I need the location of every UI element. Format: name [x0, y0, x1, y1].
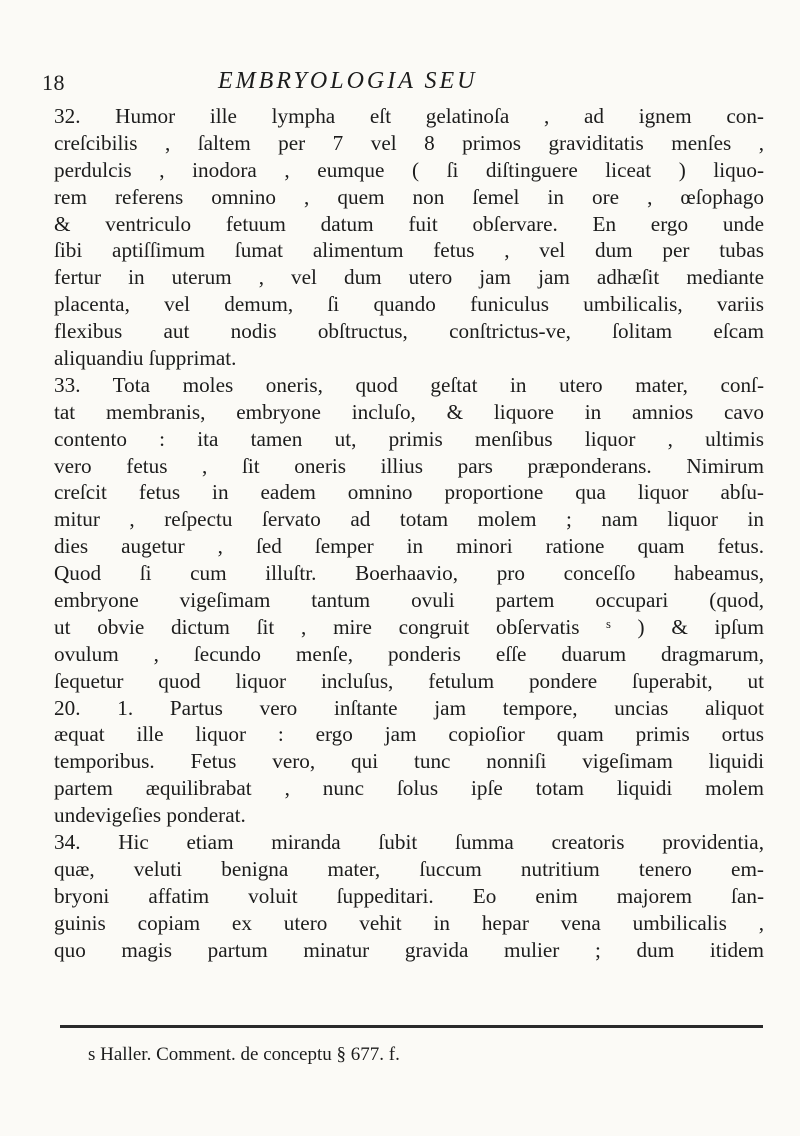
text-line: fertur in uterum , vel dum utero jam jam adhæſit mediante: [54, 265, 764, 290]
text-line: partem æquilibrabat , nunc ſolus ipſe totam liquidi molem: [54, 776, 764, 801]
text-line: perdulcis , inodora , eumque ( ſi diſtinguere liceat ) liquo-: [54, 157, 764, 182]
text-line: æquat ille liquor : ergo jam copioſior quam primis ortus: [54, 722, 764, 747]
text-line: creſcibilis , ſaltem per 7 vel 8 primos graviditatis menſes ,: [54, 130, 764, 155]
text-line: undevigeſies ponderat.: [54, 803, 246, 828]
text-line: temporibus. Fetus vero, qui tunc nonniſi vigeſimam liquidi: [54, 749, 764, 774]
text-line: vero fetus , ſit oneris illius pars præponderans. Nimirum: [54, 453, 764, 478]
text-line: bryoni affatim voluit ſuppeditari. Eo enim majorem ſan-: [54, 883, 764, 908]
page-header: [40, 66, 760, 98]
text-line: dies augetur , ſed ſemper in minori ratione quam fetus.: [54, 534, 764, 559]
text-line: placenta, vel demum, ſi quando funiculus umbilicalis, variis: [54, 292, 764, 317]
text-line: ut obvie dictum ſit , mire congruit obſervatis ˢ ) & ipſum: [54, 614, 764, 639]
running-head: EMBRYOLOGIA SEU: [218, 68, 478, 94]
footnote-rule: [60, 1025, 763, 1028]
text-line: tat membranis, embryone incluſo, & liquore in amnios cavo: [54, 399, 764, 424]
text-line: flexibus aut nodis obſtructus, conſtrictus-ve, ſolitam eſcam: [54, 319, 764, 344]
text-line: mitur , reſpectu ſervato ad totam molem ; nam liquor in: [54, 507, 764, 532]
text-line: contento : ita tamen ut, primis menſibus liquor , ultimis: [54, 426, 764, 451]
text-line: Quod ſi cum illuſtr. Boerhaavio, pro conceſſo habeamus,: [54, 561, 764, 586]
page-number: 18: [42, 70, 65, 95]
text-line: guinis copiam ex utero vehit in hepar vena umbilicalis ,: [54, 910, 764, 935]
text-line: 32. Humor ille lympha eſt gelatinoſa , ad ignem con-: [54, 104, 764, 128]
text-line: rem referens omnino , quem non ſemel in ore , œſophago: [54, 184, 764, 209]
text-line: ovulum , ſecundo menſe, ponderis eſſe duarum dragmarum,: [54, 641, 764, 666]
text-line: ſequetur quod liquor incluſus, fetulum pondere ſuperabit, ut: [54, 668, 764, 693]
text-line: ſibi aptiſſimum ſumat alimentum fetus , vel dum per tubas: [54, 238, 764, 263]
text-line: embryone vigeſimam tantum ovuli partem occupari (quod,: [54, 588, 764, 613]
text-line: quæ, veluti benigna mater, ſuccum nutritium tenero em-: [54, 856, 764, 881]
footnote: s Haller. Comment. de conceptu § 677. f.: [88, 1044, 400, 1065]
text-line: & ventriculo fetuum datum fuit obſervare. En ergo unde: [54, 211, 764, 236]
text-line: quo magis partum minatur gravida mulier ; dum itidem: [54, 937, 764, 962]
text-line: 34. Hic etiam miranda ſubit ſumma creatoris providentia,: [54, 830, 764, 855]
text-line: 33. Tota moles oneris, quod geſtat in utero mater, conſ-: [54, 372, 764, 397]
text-line: creſcit fetus in eadem omnino proportione qua liquor abſu-: [54, 480, 764, 505]
body-text: [54, 103, 764, 964]
text-line: aliquandiu ſupprimat.: [54, 346, 237, 371]
text-line: 20. 1. Partus vero inſtante jam tempore, uncias aliquot: [54, 695, 764, 720]
